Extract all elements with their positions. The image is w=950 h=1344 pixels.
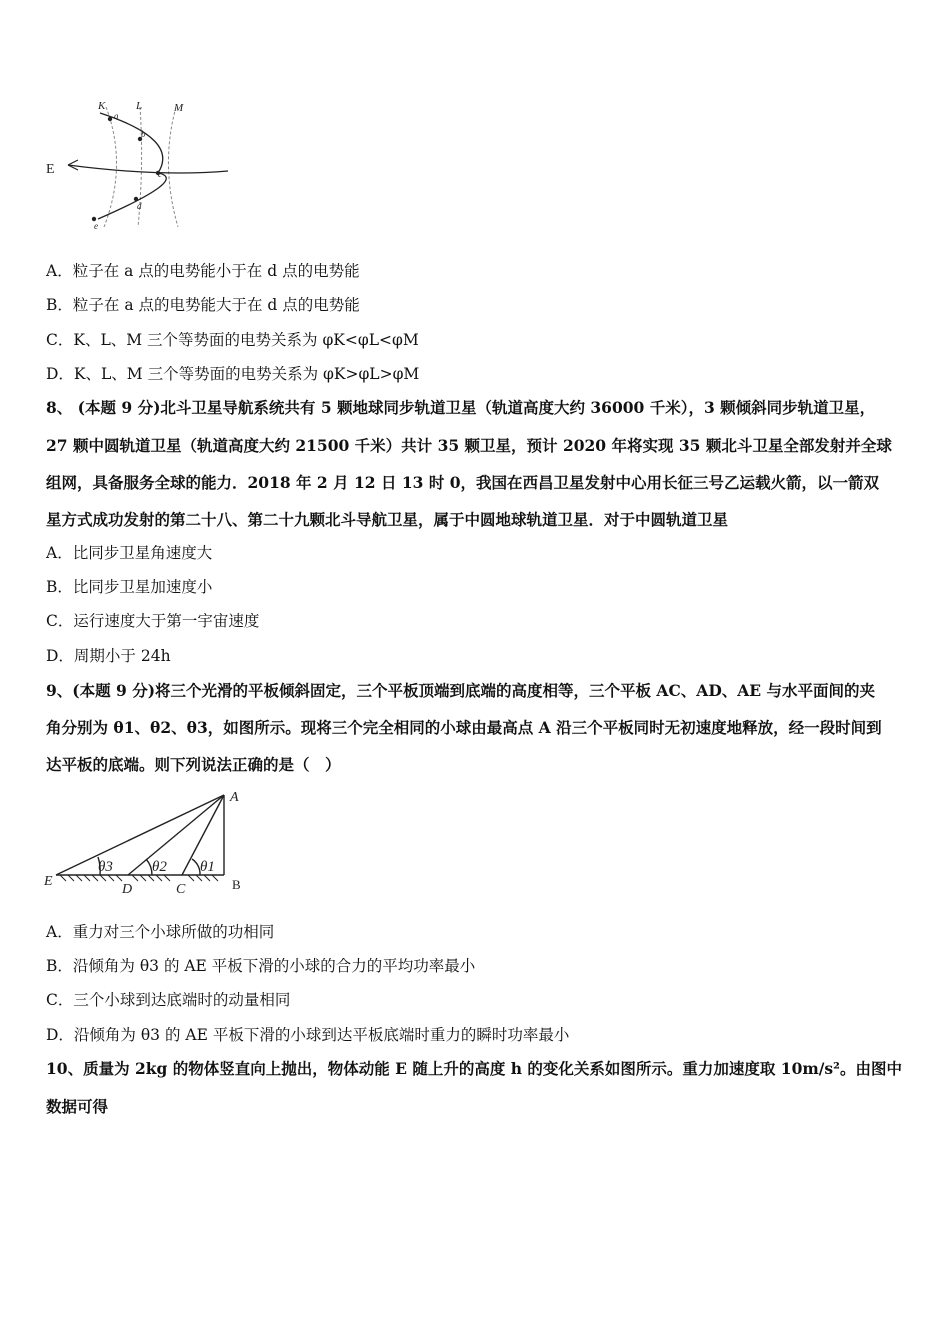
label-d: D (122, 882, 133, 895)
q9-text-2: 角分别为 θ1、θ2、θ3，如图所示。现将三个完全相同的小球由最高点 A 沿三个平板同时无初速度地释放，经一段时间到 (46, 718, 882, 737)
point-a (108, 117, 112, 121)
q8-text-4: 星方式成功发射的第二十八、第二十九颗北斗导航卫星，属于中圆地球轨道卫星．对于中圆轨道卫星 (46, 510, 729, 529)
q9-option-a: A．重力对三个小球所做的功相同 (46, 923, 275, 941)
label-b: b (141, 129, 146, 139)
label-c: C (176, 882, 186, 895)
q9-text-3: 达平板的底端。则下列说法正确的是（ ） (46, 755, 341, 774)
inclined-planes-figure (40, 785, 260, 895)
label-e: e (94, 221, 98, 231)
label-theta-1: θ1 (200, 859, 215, 875)
q8-option-c: C．运行速度大于第一宇宙速度 (46, 612, 260, 630)
q10-text-1: 10、质量为 2kg 的物体竖直向上抛出，物体动能 E 随上升的高度 h 的变化关系如图所示。重力加速度取 10m/s²。由图中 (46, 1059, 902, 1078)
label-theta-2: θ2 (152, 859, 167, 875)
q7-option-a: A．粒子在 a 点的电势能小于在 d 点的电势能 (46, 262, 360, 280)
label-d: d (137, 201, 142, 211)
q7-option-b: B．粒子在 a 点的电势能大于在 d 点的电势能 (46, 296, 360, 314)
q8-option-a: A．比同步卫星角速度大 (46, 544, 213, 562)
label-a: a (114, 111, 119, 121)
q9-option-c: C．三个小球到达底端时的动量相同 (46, 991, 291, 1009)
q7-option-d: D．K、L、M 三个等势面的电势关系为 φK>φL>φM (46, 365, 420, 383)
label-l: L (136, 100, 143, 112)
label-c: c (158, 169, 162, 179)
q8-text-2: 27 颗中圆轨道卫星（轨道高度大约 21500 千米）共计 35 颗卫星，预计 2020 年将实现 35 颗北斗卫星全部发射并全球 (46, 436, 892, 455)
plane-ae (56, 795, 224, 875)
ground-hatch (60, 875, 218, 881)
trajectory (98, 113, 166, 219)
angle-arc-1 (192, 859, 200, 875)
surface-k (104, 107, 117, 227)
q7-option-c: C．K、L、M 三个等势面的电势关系为 φK<φL<φM (46, 331, 419, 349)
q9-text-1: 9、(本题 9 分)将三个光滑的平板倾斜固定，三个平板顶端到底端的高度相等，三个平板 AC、AD、AE 与水平面间的夹 (46, 681, 875, 700)
label-a: A (230, 790, 239, 805)
equipotential-figure (40, 95, 240, 235)
label-theta-3: θ3 (98, 859, 113, 875)
q9-option-d: D．沿倾角为 θ3 的 AE 平板下滑的小球到达平板底端时重力的瞬时功率最小 (46, 1026, 570, 1044)
q9-option-b: B．沿倾角为 θ3 的 AE 平板下滑的小球的合力的平均功率最小 (46, 957, 476, 975)
field-line (68, 165, 228, 173)
q8-text-3: 组网，具备服务全球的能力．2018 年 2 月 12 日 13 时 0，我国在西昌卫星发射中心用长征三号乙运载火箭，以一箭双 (46, 473, 880, 492)
label-e: E (44, 874, 53, 889)
surface-m (168, 107, 178, 227)
label-b: B (232, 877, 241, 892)
q8-option-d: D．周期小于 24h (46, 647, 171, 665)
q10-text-2: 数据可得 (46, 1097, 109, 1116)
q8-text-1: 8、 (本题 9 分)北斗卫星导航系统共有 5 颗地球同步轨道卫星（轨道高度大约 36000 千米），3 颗倾斜同步轨道卫星， (46, 398, 876, 417)
label-k: K (98, 100, 106, 112)
q8-option-b: B．比同步卫星加速度小 (46, 578, 213, 596)
label-m: M (174, 102, 184, 114)
label-e-field: E (46, 162, 55, 177)
